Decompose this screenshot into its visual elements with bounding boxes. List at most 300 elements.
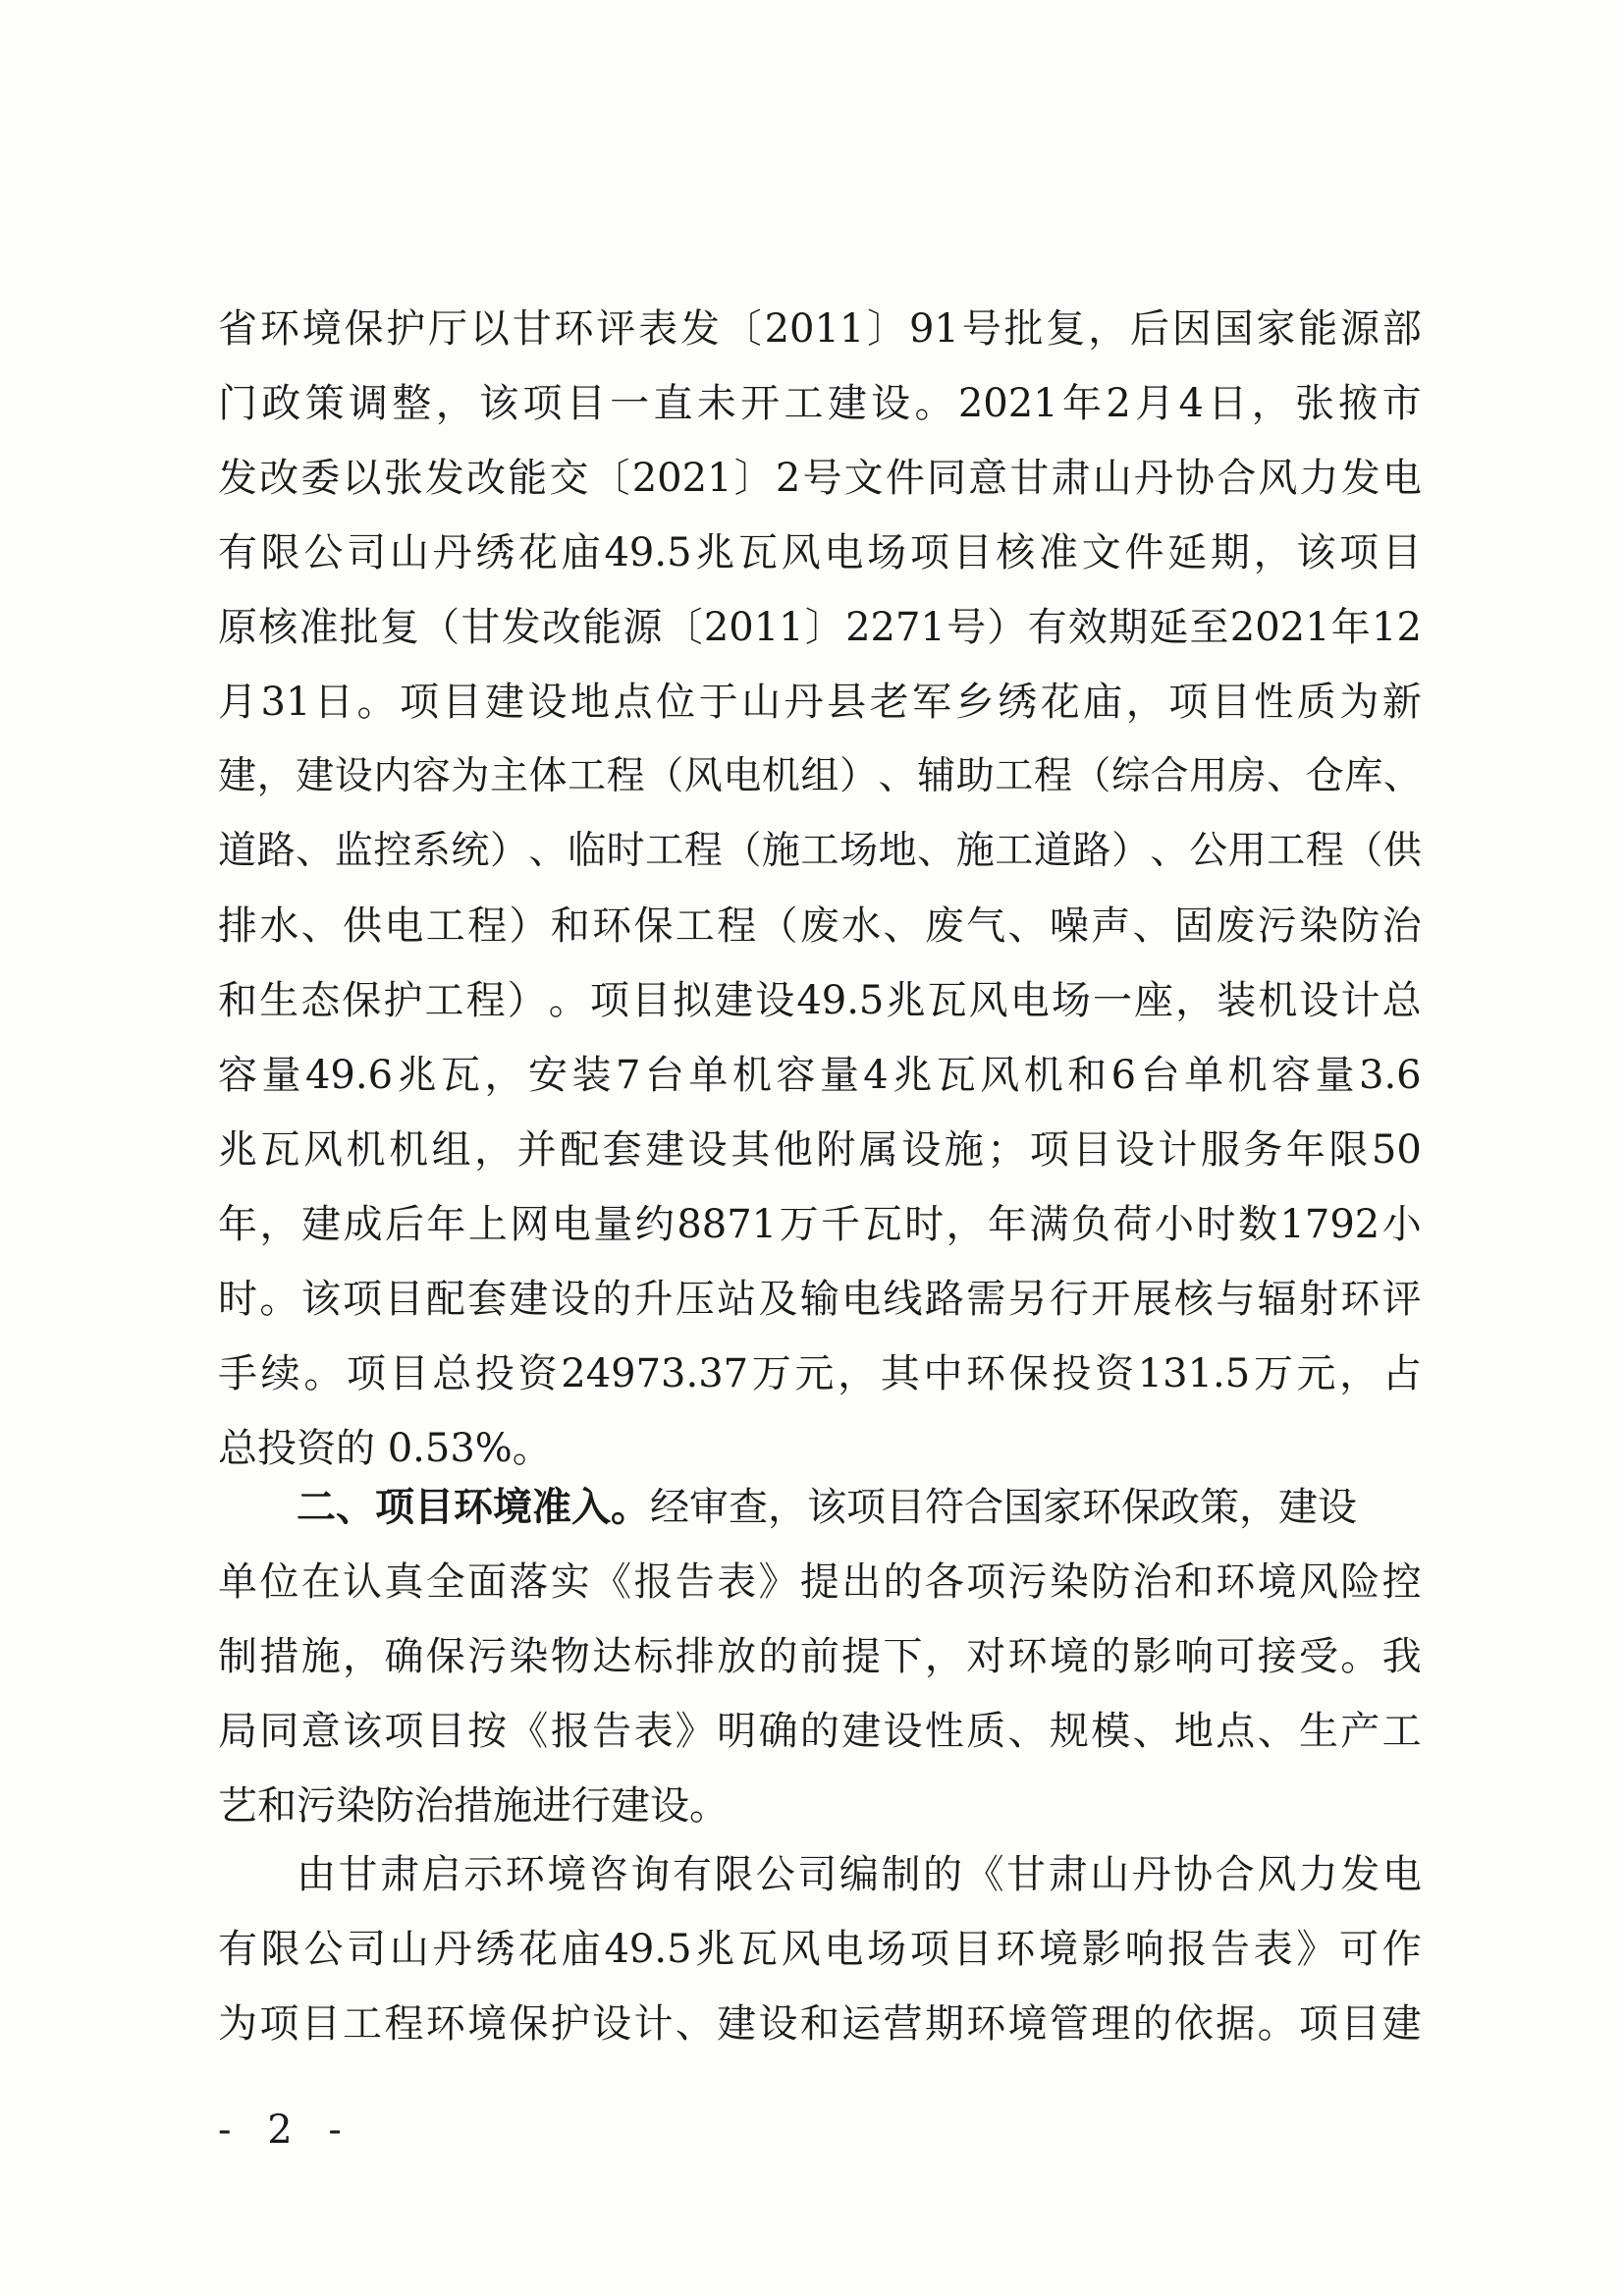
glyph: 表 (633, 1709, 674, 1754)
glyph: 座 (1134, 978, 1174, 1023)
glyph: 该 (1296, 530, 1336, 575)
glyph: 标 (633, 1634, 674, 1679)
glyph: （ (723, 829, 762, 873)
glyph: 、 (878, 754, 917, 798)
glyph: 同 (927, 456, 966, 501)
text-line (218, 1187, 1422, 1262)
glyph: 示 (463, 1852, 504, 1897)
glyph: 发 (501, 605, 541, 650)
glyph: 助 (955, 754, 995, 798)
glyph: 性 (1254, 680, 1294, 725)
glyph: 风 (1298, 1559, 1338, 1605)
glyph: 明 (717, 1709, 757, 1754)
glyph: 山 (741, 680, 782, 725)
glyph: 49.5 (796, 978, 885, 1023)
glyph: 期 (924, 2001, 964, 2047)
glyph: 原 (218, 605, 257, 650)
glyph: 期 (1210, 530, 1250, 575)
glyph: 由 (297, 1852, 336, 1897)
text-line (218, 366, 1422, 441)
glyph: 限 (260, 1927, 300, 1972)
glyph: 49.6 (304, 1053, 394, 1098)
glyph: 附 (816, 1127, 856, 1173)
glyph: ） (839, 754, 879, 798)
glyph: 工 (995, 754, 1034, 798)
text-line (218, 1470, 1422, 1545)
glyph: 依 (1173, 2001, 1214, 2047)
glyph: 发 (679, 306, 720, 352)
glyph: 规 (1049, 1709, 1089, 1754)
glyph: 司 (797, 1852, 838, 1897)
glyph: 统 (451, 829, 490, 873)
glyph: 兆 (886, 978, 926, 1023)
glyph: 、 (1007, 1709, 1048, 1754)
glyph: 出 (841, 1559, 882, 1605)
glyph: 目 (1381, 530, 1422, 575)
glyph: 表 (717, 1559, 757, 1605)
glyph: 中 (923, 1351, 963, 1396)
glyph: 部 (1381, 306, 1422, 352)
glyph: 和 (550, 903, 590, 949)
glyph: 成 (343, 1202, 383, 1247)
glyph: ， (1175, 978, 1216, 1023)
glyph: 保 (1008, 1351, 1049, 1396)
glyph: 护 (383, 978, 423, 1023)
glyph: 升 (633, 1277, 674, 1322)
glyph: ， (259, 1202, 299, 1247)
glyph: 供 (1382, 829, 1422, 873)
glyph: （ (420, 605, 460, 650)
text-line (218, 1113, 1422, 1187)
glyph: 设 (871, 381, 911, 426)
glyph: 他 (773, 1127, 813, 1173)
glyph: 占 (1381, 1351, 1422, 1396)
glyph: 水 (841, 903, 882, 949)
glyph: 意 (300, 1709, 341, 1754)
glyph: 有 (218, 1927, 257, 1972)
glyph: 系 (411, 829, 451, 873)
glyph: 甘 (512, 306, 552, 352)
glyph: 瓦 (441, 1053, 480, 1098)
glyph: 资 (1095, 1351, 1135, 1396)
glyph: 风 (1258, 456, 1298, 501)
glyph: ， (946, 1202, 986, 1247)
glyph: 达 (592, 1634, 632, 1679)
glyph: 同 (259, 1709, 299, 1754)
glyph: 设 (334, 754, 373, 798)
glyph: 展 (1132, 1277, 1172, 1322)
glyph: 程 (467, 903, 508, 949)
glyph: 力 (1298, 1852, 1338, 1897)
glyph: 丹 (784, 680, 824, 725)
glyph: ， (1251, 381, 1291, 426)
glyph: 告 (592, 1709, 632, 1754)
glyph: 环 (592, 903, 632, 949)
glyph: 路 (256, 829, 296, 873)
glyph: 。 (1257, 2001, 1297, 2047)
text-line (218, 1545, 1422, 1619)
glyph: 环 (1216, 1559, 1256, 1605)
glyph: 模 (1091, 1709, 1131, 1754)
glyph: 工 (784, 381, 824, 426)
glyph: 保 (509, 2001, 549, 2047)
glyph: 机 (731, 1053, 772, 1098)
glyph: 境 (1039, 1927, 1078, 1972)
glyph: 的 (799, 1709, 839, 1754)
glyph: 境 (301, 306, 342, 352)
glyph: 防 (1340, 903, 1380, 949)
glyph: 受 (1298, 1634, 1338, 1679)
glyph: 核 (258, 605, 298, 650)
glyph: 年 (1330, 605, 1371, 650)
glyph: 合 (1150, 754, 1189, 798)
glyph: 和 (799, 2001, 839, 2047)
glyph: 〔 (663, 605, 703, 650)
glyph: 老 (869, 680, 909, 725)
glyph: 目 (442, 680, 482, 725)
glyph: 项 (909, 1927, 949, 1972)
glyph: 并 (516, 1127, 557, 1173)
glyph: 量 (819, 1053, 859, 1098)
glyph: 、 (1382, 754, 1422, 798)
glyph: 量 (1315, 1053, 1355, 1098)
glyph: 项 (384, 1709, 424, 1754)
glyph: 限 (714, 1852, 754, 1897)
glyph: 国 (1214, 306, 1254, 352)
glyph: 场 (867, 530, 907, 575)
glyph: 山 (1090, 1852, 1130, 1897)
glyph: 6 (1110, 1053, 1137, 1098)
glyph: 《 (964, 1852, 1004, 1897)
glyph: 核 (996, 530, 1036, 575)
glyph: 需 (966, 1277, 1006, 1322)
text-line (218, 739, 1422, 814)
glyph: 机 (1227, 1053, 1268, 1098)
glyph: 机 (389, 1127, 429, 1173)
glyph: 3.6 (1359, 1053, 1422, 1098)
glyph: 8871 (676, 1202, 778, 1247)
glyph: 绣 (475, 1927, 515, 1972)
glyph: 各 (924, 1559, 964, 1605)
line-text: 艺和污染防治措施进行建设。 (218, 1783, 729, 1829)
glyph: 控 (373, 829, 412, 873)
glyph: 号 (961, 306, 1001, 352)
text-line (218, 441, 1422, 516)
glyph: 境 (1257, 1559, 1297, 1605)
glyph: 建 (841, 1709, 882, 1754)
glyph: 厅 (428, 306, 468, 352)
glyph: 时 (606, 829, 645, 873)
glyph: 场 (839, 829, 879, 873)
glyph: 该 (300, 1277, 341, 1322)
glyph: 套 (602, 1127, 642, 1173)
glyph: 设 (550, 1277, 590, 1322)
glyph: 排 (218, 903, 257, 949)
glyph: 地 (570, 680, 611, 725)
glyph: 我 (1381, 1634, 1422, 1679)
glyph: 项 (522, 381, 563, 426)
glyph: 环 (996, 1927, 1036, 1972)
glyph: 工 (1267, 829, 1306, 873)
glyph: 台 (644, 1053, 684, 1098)
glyph: 负 (1071, 1202, 1110, 1247)
glyph: 时 (218, 1277, 257, 1322)
glyph: 的 (758, 1634, 798, 1679)
glyph: 目 (952, 1927, 993, 1972)
glyph: 改 (466, 456, 507, 501)
glyph: 套 (467, 1277, 508, 1322)
glyph: 公 (303, 530, 344, 575)
glyph: 环 (966, 2001, 1006, 2047)
glyph: 小 (1154, 1202, 1194, 1247)
glyph: 4 (863, 1053, 889, 1098)
glyph: 质 (1296, 680, 1336, 725)
glyph: 环 (554, 306, 594, 352)
glyph: 建 (296, 754, 335, 798)
glyph: 询 (630, 1852, 671, 1897)
glyph: 、 (528, 829, 568, 873)
glyph: 机 (346, 1127, 386, 1173)
glyph: 设 (527, 680, 568, 725)
glyph: 2271 (845, 605, 946, 650)
glyph: 目 (1072, 1127, 1112, 1173)
glyph: 、 (1132, 1709, 1172, 1754)
glyph: 接 (1257, 1634, 1297, 1679)
glyph: 该 (479, 381, 519, 426)
glyph: 7 (615, 1053, 641, 1098)
glyph: 期 (1109, 605, 1149, 650)
glyph: 以 (469, 306, 510, 352)
glyph: 其 (880, 1351, 920, 1396)
text-line (218, 1337, 1422, 1411)
text-line (218, 1619, 1422, 1694)
glyph: （ (1072, 754, 1111, 798)
glyph: 、 (1150, 829, 1189, 873)
glyph: 甘 (1006, 1852, 1047, 1897)
glyph: 开 (1091, 1277, 1131, 1322)
glyph: 按 (467, 1709, 508, 1754)
glyph: 拟 (673, 978, 713, 1023)
glyph: 射 (1298, 1277, 1338, 1322)
glyph: 目 (566, 381, 606, 426)
glyph: 风 (683, 754, 723, 798)
glyph: 元 (1296, 1351, 1336, 1396)
glyph: 理 (1091, 2001, 1131, 2047)
glyph: 掖 (1338, 381, 1379, 426)
text-line (218, 1912, 1422, 1987)
glyph: 兆 (695, 530, 735, 575)
glyph: 保 (633, 903, 674, 949)
glyph: 工 (675, 903, 715, 949)
glyph: 乡 (954, 680, 995, 725)
glyph: 2021 (1229, 605, 1330, 650)
glyph: 影 (1132, 1634, 1172, 1679)
glyph: 目 (300, 2001, 341, 2047)
glyph: （ (758, 903, 798, 949)
glyph: 程 (1305, 829, 1344, 873)
glyph: 有 (1027, 605, 1067, 650)
glyph: 司 (347, 530, 387, 575)
glyph: 公 (303, 1927, 344, 1972)
glyph: 设 (1299, 978, 1339, 1023)
glyph: 施 (944, 1127, 984, 1173)
glyph: 及 (758, 1277, 798, 1322)
glyph: ） (489, 829, 528, 873)
glyph: 批 (1003, 306, 1044, 352)
glyph: 兆 (695, 1927, 735, 1972)
glyph: 有 (672, 1852, 712, 1897)
glyph: 协 (1175, 456, 1216, 501)
glyph: 年 (218, 1202, 257, 1247)
glyph: 〕 (804, 605, 844, 650)
glyph: 时 (904, 1202, 945, 1247)
glyph: 营 (883, 2001, 923, 2047)
glyph: 防 (1091, 1559, 1131, 1605)
glyph: （ (1344, 829, 1383, 873)
glyph: 为 (451, 754, 490, 798)
glyph: 丹 (432, 530, 472, 575)
glyph: 确 (384, 1634, 424, 1679)
glyph: 和 (1067, 1053, 1108, 1098)
glyph: 瓦 (862, 1202, 902, 1247)
glyph: 管 (1049, 2001, 1089, 2047)
glyph: 开 (740, 381, 781, 426)
glyph: 程 (683, 829, 723, 873)
glyph: 评 (1381, 1277, 1422, 1322)
glyph: 认 (343, 1559, 383, 1605)
glyph: 单 (688, 1053, 729, 1098)
glyph: 瓦 (936, 1053, 976, 1098)
glyph: 制 (218, 1634, 257, 1679)
glyph: 甘 (460, 605, 501, 650)
glyph: 〕 (867, 306, 907, 352)
glyph: （ (645, 754, 684, 798)
paragraph-project-overview (218, 292, 1422, 1486)
glyph: 新 (1381, 680, 1422, 725)
glyph: 千 (821, 1202, 861, 1247)
glyph: 2 (1106, 381, 1131, 426)
glyph: 用 (1227, 829, 1267, 873)
glyph: 12 (1372, 605, 1422, 650)
glyph: 一 (610, 381, 650, 426)
glyph: 能 (508, 456, 548, 501)
glyph: 配 (425, 1277, 465, 1322)
glyph: 1792 (1279, 1202, 1380, 1247)
glyph: 花 (518, 530, 559, 575)
glyph: 年 (988, 1202, 1028, 1247)
glyph: 公 (755, 1852, 795, 1897)
glyph: 治 (1381, 903, 1422, 949)
glyph: 据 (1216, 2001, 1256, 2047)
glyph: 建 (300, 1202, 341, 1247)
glyph: 4 (1178, 381, 1204, 426)
glyph: 。 (914, 381, 954, 426)
glyph: 计 (1158, 1127, 1198, 1173)
glyph: 局 (218, 1709, 257, 1754)
glyph: 项 (1168, 680, 1209, 725)
glyph: 启 (421, 1852, 461, 1897)
glyph: 限 (260, 530, 300, 575)
glyph: 肃 (1048, 1852, 1088, 1897)
glyph: 辅 (917, 754, 956, 798)
glyph: 风 (980, 1053, 1020, 1098)
glyph: 的 (922, 1852, 962, 1897)
glyph: 程 (465, 978, 506, 1023)
glyph: 核 (1173, 1277, 1214, 1322)
glyph: 台 (1140, 1053, 1180, 1098)
glyph: 废 (1216, 903, 1256, 949)
glyph: 风 (781, 530, 821, 575)
glyph: 兆 (218, 1127, 257, 1173)
glyph: 《 (592, 1559, 632, 1605)
glyph: 月 (218, 680, 257, 725)
glyph: 噪 (1049, 903, 1089, 949)
glyph: 单 (1184, 1053, 1224, 1098)
glyph: 万 (751, 1351, 791, 1396)
glyph: 的 (1132, 2001, 1172, 2047)
glyph: 输 (799, 1277, 839, 1322)
glyph: 单 (218, 1559, 257, 1605)
glyph: 瓦 (737, 530, 778, 575)
glyph: 发 (1340, 1852, 1380, 1897)
glyph: 万 (1253, 1351, 1293, 1396)
glyph: 投 (474, 1351, 514, 1396)
glyph: 91 (908, 306, 959, 352)
glyph: 安 (527, 1053, 568, 1098)
glyph: 工 (645, 829, 684, 873)
glyph: 直 (653, 381, 693, 426)
glyph: 染 (1049, 1559, 1089, 1605)
glyph: 意 (968, 456, 1008, 501)
glyph: 家 (1256, 306, 1296, 352)
glyph: 编 (839, 1852, 879, 1897)
glyph: 前 (799, 1634, 839, 1679)
glyph: 效 (1067, 605, 1108, 650)
glyph: 目 (1211, 680, 1251, 725)
glyph: 庙 (561, 530, 601, 575)
glyph: 落 (509, 1559, 549, 1605)
glyph: 施 (955, 829, 995, 873)
glyph: 网 (510, 1202, 550, 1247)
glyph: 复 (1046, 306, 1086, 352)
glyph: 咨 (588, 1852, 628, 1897)
glyph: 张 (383, 456, 423, 501)
glyph: 和 (218, 978, 257, 1023)
glyph: 后 (1129, 306, 1169, 352)
glyph: 、 (296, 829, 335, 873)
glyph: 境 (547, 1852, 587, 1897)
glyph: 绣 (998, 680, 1038, 725)
glyph: 年 (426, 1202, 466, 1247)
glyph: 容 (776, 1053, 816, 1098)
glyph: 门 (218, 381, 257, 426)
text-line (218, 516, 1422, 590)
glyph: 可 (1216, 1634, 1256, 1679)
glyph: 项 (259, 2001, 299, 2047)
glyph: 改 (259, 456, 299, 501)
glyph: 兆 (893, 1053, 933, 1098)
glyph: 未 (696, 381, 736, 426)
glyph: 监 (334, 829, 373, 873)
glyph: 文 (843, 456, 884, 501)
glyph: 排 (675, 1634, 715, 1679)
glyph: 的 (883, 1559, 923, 1605)
glyph: 保 (342, 978, 382, 1023)
glyph: 工 (424, 978, 464, 1023)
text-line (218, 665, 1422, 739)
paragraph-report-basis (218, 1837, 1422, 2061)
glyph: 气 (966, 903, 1006, 949)
